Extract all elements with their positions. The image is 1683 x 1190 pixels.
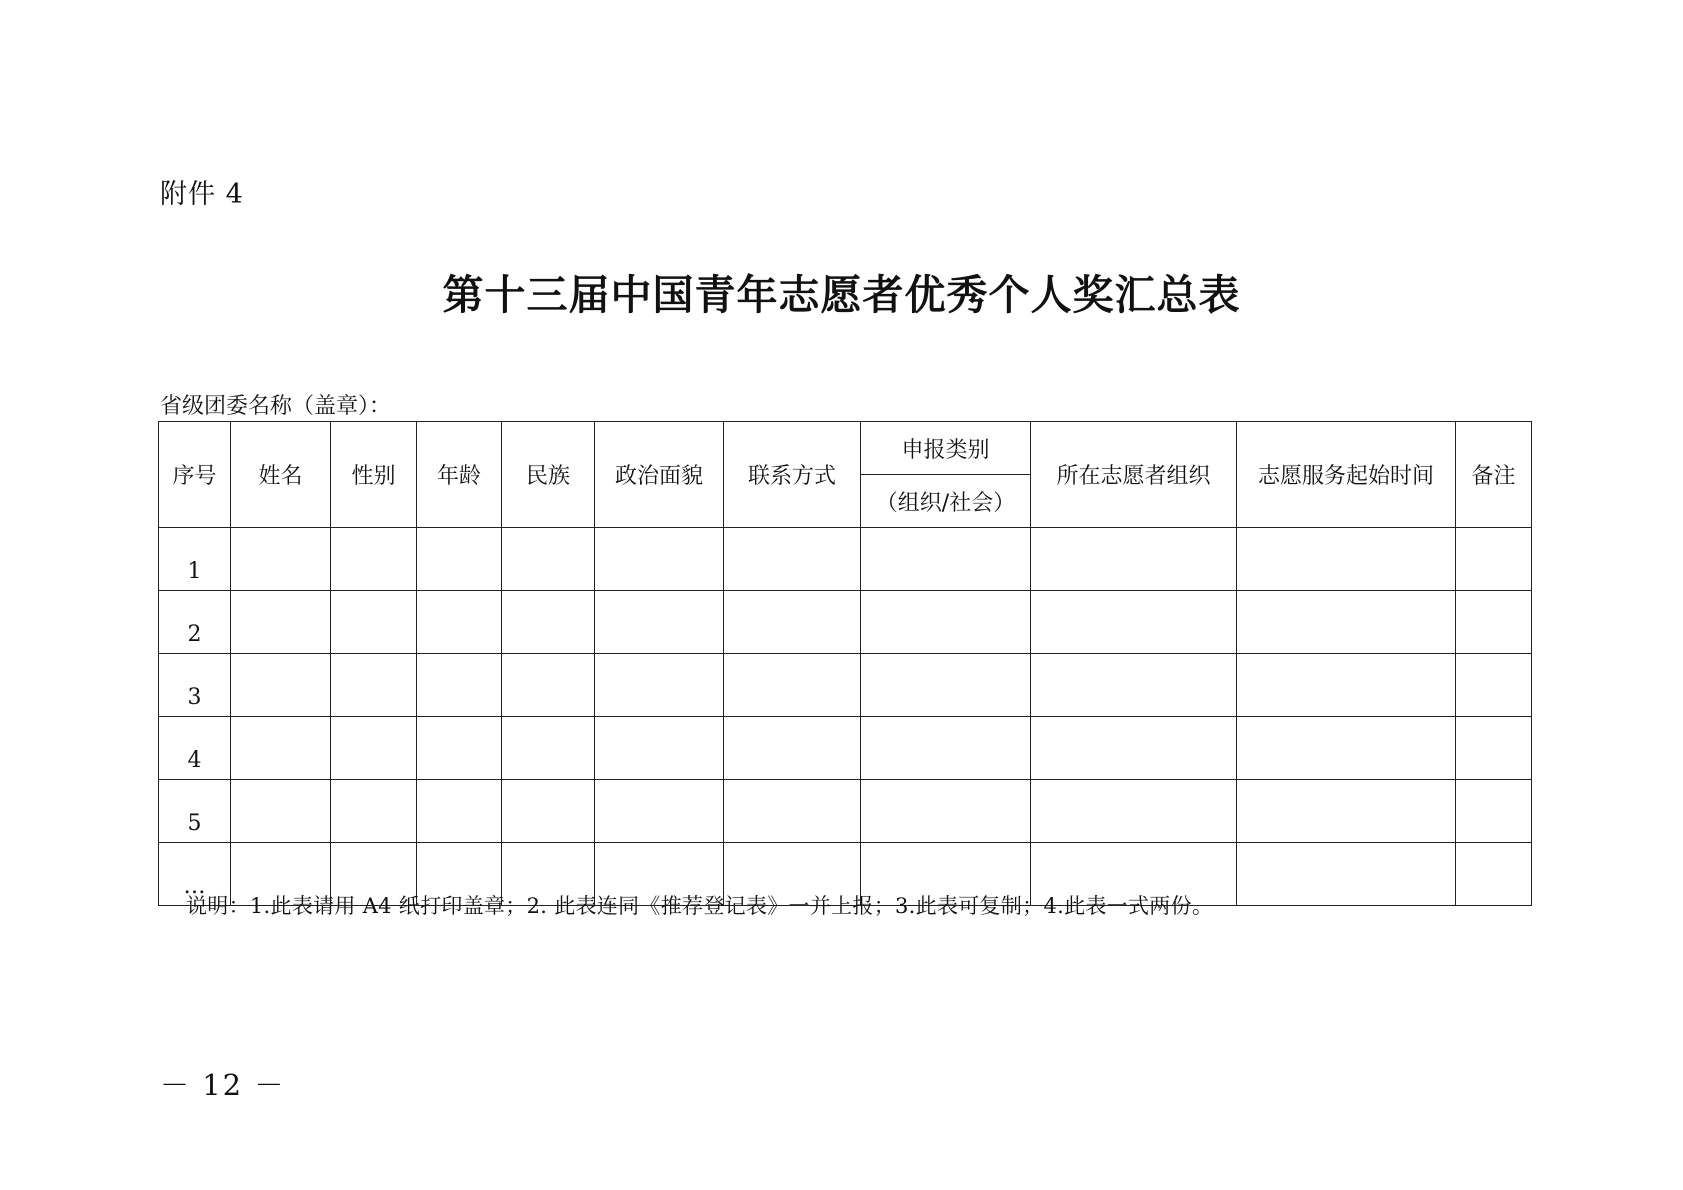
cell-ethnicity[interactable] [502, 591, 595, 654]
cell-contact[interactable] [724, 654, 861, 717]
cell-gender[interactable] [331, 528, 417, 591]
cell-political-status[interactable] [595, 654, 724, 717]
cell-organization[interactable] [1031, 654, 1237, 717]
row-seq: 2 [159, 591, 231, 654]
row-seq: 1 [159, 528, 231, 591]
table-row [159, 780, 1532, 843]
cell-age[interactable] [417, 717, 502, 780]
cell-ethnicity[interactable] [502, 528, 595, 591]
org-name-label: 省级团委名称（盖章）： [160, 394, 392, 419]
summary-table [158, 421, 1532, 906]
header-gender: 性别 [331, 422, 417, 528]
cell-remarks[interactable] [1456, 843, 1532, 906]
header-start-time: 志愿服务起始时间 [1237, 422, 1456, 528]
cell-gender[interactable] [331, 780, 417, 843]
cell-age[interactable] [417, 780, 502, 843]
cell-name[interactable] [231, 528, 331, 591]
cell-ethnicity[interactable] [502, 654, 595, 717]
header-category-sub: （组织/社会） [861, 475, 1031, 528]
cell-name[interactable] [231, 780, 331, 843]
header-name: 姓名 [231, 422, 331, 528]
cell-political-status[interactable] [595, 528, 724, 591]
cell-organization[interactable] [1031, 717, 1237, 780]
attachment-label: 附件 4 [160, 179, 244, 210]
table-row [159, 717, 1532, 780]
header-age: 年龄 [417, 422, 502, 528]
table-row [159, 528, 1532, 591]
cell-organization[interactable] [1031, 528, 1237, 591]
cell-start-time[interactable] [1237, 717, 1456, 780]
cell-start-time[interactable] [1237, 843, 1456, 906]
cell-ethnicity[interactable] [502, 780, 595, 843]
cell-remarks[interactable] [1456, 780, 1532, 843]
cell-start-time[interactable] [1237, 591, 1456, 654]
cell-age[interactable] [417, 654, 502, 717]
cell-category[interactable] [861, 591, 1031, 654]
cell-category[interactable] [861, 780, 1031, 843]
cell-gender[interactable] [331, 591, 417, 654]
cell-contact[interactable] [724, 780, 861, 843]
header-political-status: 政治面貌 [595, 422, 724, 528]
cell-remarks[interactable] [1456, 654, 1532, 717]
table-row [159, 654, 1532, 717]
cell-remarks[interactable] [1456, 591, 1532, 654]
cell-name[interactable] [231, 717, 331, 780]
cell-contact[interactable] [724, 528, 861, 591]
table-row [159, 591, 1532, 654]
cell-organization[interactable] [1031, 780, 1237, 843]
document-title: 第十三届中国青年志愿者优秀个人奖汇总表 [442, 271, 1241, 319]
table-header-row [159, 422, 1532, 475]
cell-category[interactable] [861, 717, 1031, 780]
header-seq: 序号 [159, 422, 231, 528]
cell-start-time[interactable] [1237, 654, 1456, 717]
cell-age[interactable] [417, 591, 502, 654]
header-contact: 联系方式 [724, 422, 861, 528]
row-seq: 4 [159, 717, 231, 780]
cell-category[interactable] [861, 528, 1031, 591]
cell-start-time[interactable] [1237, 528, 1456, 591]
row-seq: 3 [159, 654, 231, 717]
cell-gender[interactable] [331, 717, 417, 780]
row-seq: 5 [159, 780, 231, 843]
cell-contact[interactable] [724, 591, 861, 654]
cell-name[interactable] [231, 591, 331, 654]
cell-name[interactable] [231, 654, 331, 717]
header-category: 申报类别 [861, 422, 1031, 475]
cell-contact[interactable] [724, 717, 861, 780]
cell-political-status[interactable] [595, 780, 724, 843]
cell-start-time[interactable] [1237, 780, 1456, 843]
cell-remarks[interactable] [1456, 717, 1532, 780]
cell-ethnicity[interactable] [502, 717, 595, 780]
cell-remarks[interactable] [1456, 528, 1532, 591]
cell-organization[interactable] [1031, 591, 1237, 654]
page-number: － 12 － [160, 1068, 286, 1102]
cell-gender[interactable] [331, 654, 417, 717]
header-remarks: 备注 [1456, 422, 1532, 528]
instructions-note: 说明：1.此表请用 A4 纸打印盖章；2. 此表连同《推荐登记表》一并上报；3.此表可复制；4.此表一式两份。 [186, 894, 1214, 918]
cell-political-status[interactable] [595, 717, 724, 780]
cell-category[interactable] [861, 654, 1031, 717]
header-ethnicity: 民族 [502, 422, 595, 528]
cell-political-status[interactable] [595, 591, 724, 654]
row-seq: … [159, 843, 231, 906]
cell-age[interactable] [417, 528, 502, 591]
header-organization: 所在志愿者组织 [1031, 422, 1237, 528]
